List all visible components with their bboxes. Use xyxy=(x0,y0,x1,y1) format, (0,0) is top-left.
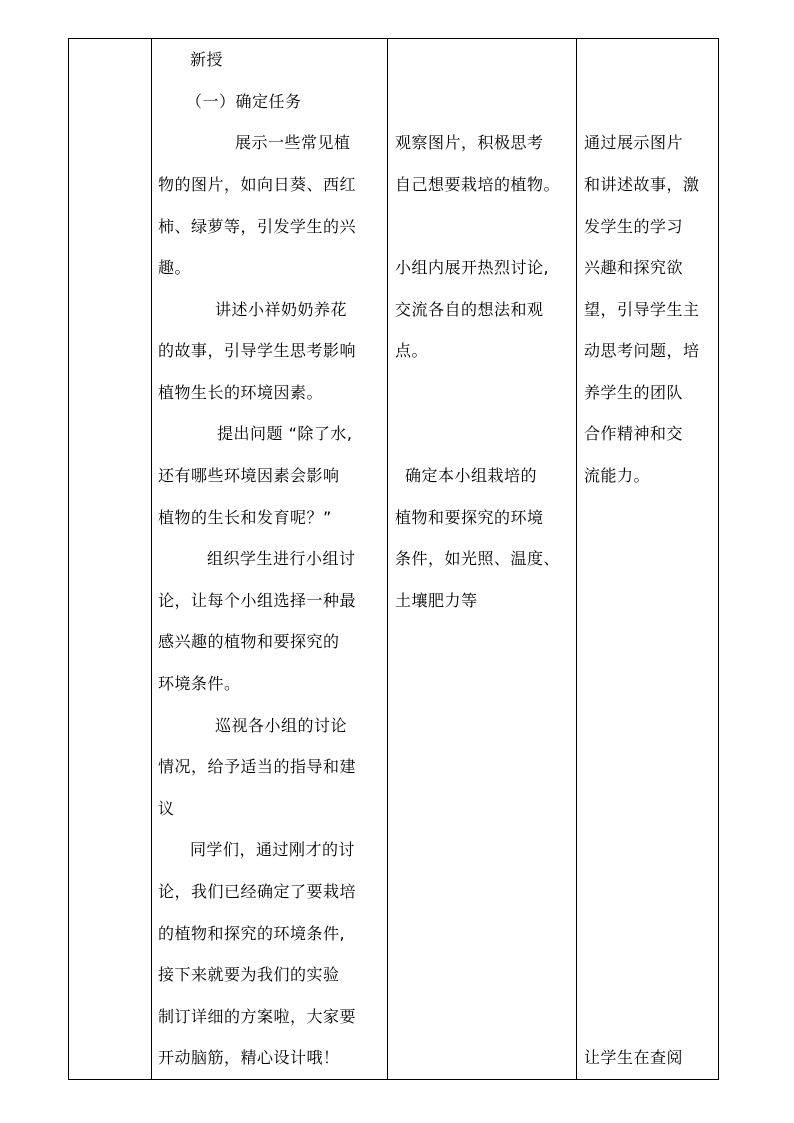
intent-line: 通过展示图片 xyxy=(584,133,684,152)
teacher-line: 的植物和探究的环境条件, xyxy=(158,924,346,943)
teacher-line: 的故事，引导学生思考影响 xyxy=(158,341,357,360)
teacher-line: 论，让每个小组选择一种最 xyxy=(158,591,357,610)
section-heading: 新授 xyxy=(190,50,224,69)
student-line: 土壤肥力等 xyxy=(395,591,478,610)
section-subheading: （一）确定任务 xyxy=(186,92,302,111)
table-top-border xyxy=(68,38,719,39)
teacher-line: 组织学生进行小组讨 xyxy=(207,549,356,568)
teacher-line: 物的图片，如向日葵、西红 xyxy=(158,175,357,194)
teacher-line: 还有哪些环境因素会影响 xyxy=(158,466,340,485)
intent-line: 流能力。 xyxy=(584,466,651,485)
teacher-line: 同学们，通过刚才的讨 xyxy=(190,840,356,859)
teacher-line: 环境条件。 xyxy=(158,674,241,693)
teacher-line: 制订详细的方案啦，大家要 xyxy=(158,1007,357,1026)
table-right-border xyxy=(718,38,719,1080)
student-line: 观察图片，积极思考 xyxy=(395,133,544,152)
intent-line: 养学生的团队 xyxy=(584,383,684,402)
intent-line: 合作精神和交 xyxy=(584,424,684,443)
intent-line: 动思考问题，培 xyxy=(584,341,700,360)
teacher-line: 讲述小祥奶奶养花 xyxy=(215,300,348,319)
teacher-line: 议 xyxy=(158,799,175,818)
teacher-line: 情况，给予适当的指导和建 xyxy=(158,757,357,776)
student-line: 条件，如光照、温度、 xyxy=(395,549,561,568)
teacher-line: 提出问题 “除了水, xyxy=(217,424,353,443)
teacher-line: 柿、绿萝等，引发学生的兴 xyxy=(158,217,357,236)
student-line: 小组内展开热烈讨论, xyxy=(395,258,550,277)
column-divider-1 xyxy=(151,38,152,1080)
teacher-line: 开动脑筋，精心设计哦！ xyxy=(158,1048,340,1067)
teacher-line: 趣。 xyxy=(158,258,192,277)
teacher-line: 论，我们已经确定了要栽培 xyxy=(158,882,357,901)
intent-line: 和讲述故事，激 xyxy=(584,175,700,194)
column-divider-2 xyxy=(387,38,388,1080)
teacher-line: 展示一些常见植 xyxy=(235,133,351,152)
intent-line: 发学生的学习 xyxy=(584,217,684,236)
teacher-line: 植物的生长和发育呢？” xyxy=(158,508,332,527)
column-divider-3 xyxy=(576,38,577,1080)
student-line: 确定本小组栽培的 xyxy=(405,466,538,485)
intent-line: 让学生在查阅 xyxy=(584,1048,684,1067)
teacher-line: 接下来就要为我们的实验 xyxy=(158,965,340,984)
student-line: 自己想要栽培的植物。 xyxy=(395,175,561,194)
intent-line: 望，引导学生主 xyxy=(584,300,700,319)
student-line: 植物和要探究的环境 xyxy=(395,508,544,527)
table-bottom-border xyxy=(68,1079,719,1080)
teacher-line: 巡视各小组的讨论 xyxy=(215,716,348,735)
teacher-line: 感兴趣的植物和要探究的 xyxy=(158,632,340,651)
student-line: 点。 xyxy=(395,341,429,360)
student-line: 交流各自的想法和观 xyxy=(395,300,544,319)
table-left-border xyxy=(68,38,69,1080)
intent-line: 兴趣和探究欲 xyxy=(584,258,684,277)
teacher-line: 植物生长的环境因素。 xyxy=(158,383,324,402)
